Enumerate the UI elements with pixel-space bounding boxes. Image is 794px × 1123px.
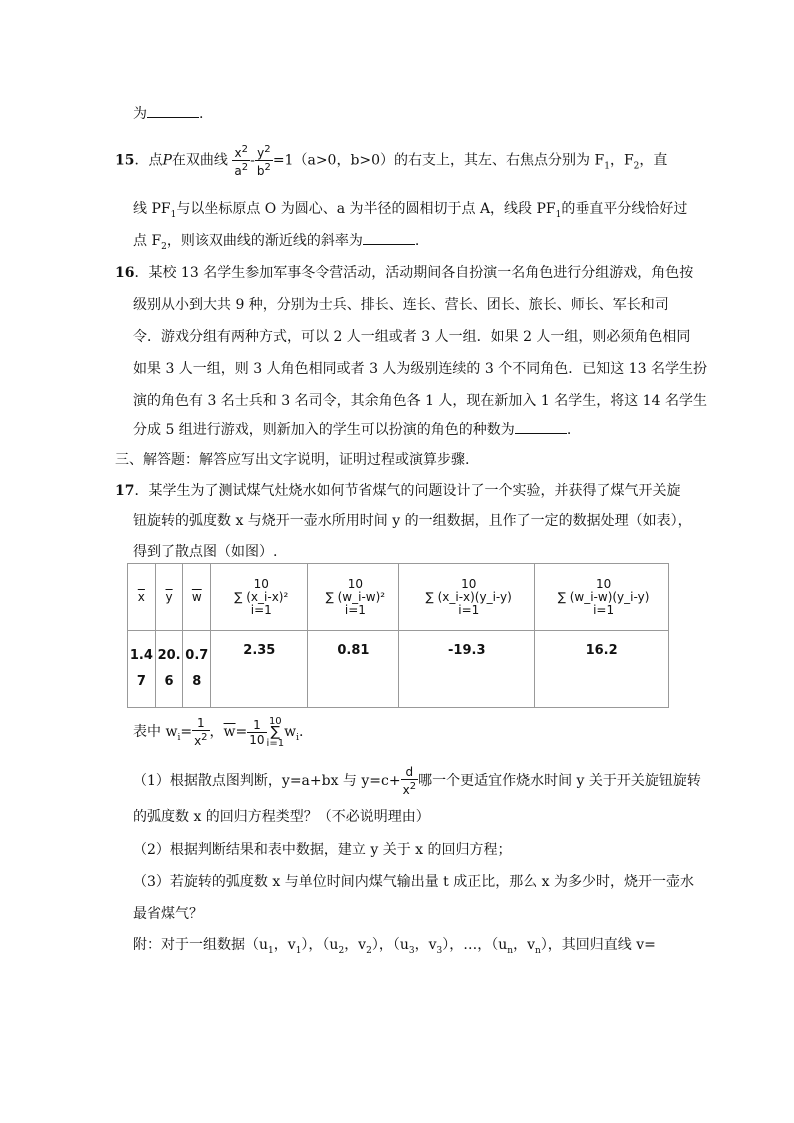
sq: 2	[201, 732, 208, 743]
frac-d-over-x2	[401, 765, 418, 797]
appendix-text: ），…，（u	[442, 937, 508, 953]
q16-number: 16	[115, 265, 135, 281]
table-cell: 0.81	[308, 631, 399, 708]
q15-text: .	[414, 233, 420, 249]
sub: 1	[295, 945, 302, 956]
table-cell: 2.35	[211, 631, 308, 708]
sub: 3	[436, 945, 443, 956]
q15-number: 15	[115, 152, 135, 169]
q15-text: 与以坐标原点 O 为圆心、a 为半径的圆相切于点 A，线段 PF	[176, 201, 556, 217]
sq: 2	[241, 144, 248, 155]
frac-num: x	[234, 146, 242, 160]
q17-number: 17	[115, 483, 135, 499]
q17-part-1	[133, 764, 701, 798]
header-sum-3: 10 ∑ (x_i-x)(y_i-y) i=1	[399, 564, 535, 631]
frac-one-over-ten	[247, 718, 266, 747]
answer-blank	[363, 243, 415, 245]
cell-text: $\overline{w}$	[191, 590, 202, 604]
q17-text: 得到了散点图（如图）.	[133, 544, 278, 560]
q15-text: 点 F	[133, 233, 162, 249]
q15-line-1	[115, 143, 667, 177]
answer-blank	[147, 116, 199, 118]
q17-appendix	[133, 934, 656, 956]
q17-text: 的弧度数 x 的回归方程类型？（不必说明理由）	[133, 809, 430, 825]
appendix-text: ，v	[414, 937, 437, 953]
q17-part-3-line-2	[133, 903, 203, 923]
appendix-text: 附：对于一组数据（u	[133, 937, 269, 953]
q16-line-3	[133, 326, 690, 346]
q17-line-3	[133, 541, 277, 561]
table-header-row	[128, 564, 669, 631]
q14-prefix: 为	[133, 106, 147, 122]
q15-point-p: P	[162, 152, 172, 169]
q16-text: 演的角色有 3 名士兵和 3 名司令，其余角色各 1 人，现在新加入 1 名学生，将这 14 名学生	[133, 393, 707, 409]
section-title: 三、解答题：解答应写出文字说明，证明过程或演算步骤.	[115, 452, 470, 468]
equals-one: =1	[272, 152, 294, 169]
q15-line-3	[133, 230, 419, 252]
sum-bottom: i=1	[250, 602, 272, 617]
header-ybar	[155, 564, 183, 631]
q16-text: ．某校 13 名学生参加军事冬令营活动，活动期间各自扮演一名角色进行分组游戏，角色按	[134, 265, 694, 281]
frac-den: x	[194, 734, 202, 748]
sum-expr: (x_i-x)(y_i-y)	[437, 589, 512, 604]
appendix-text: ），（u	[371, 937, 409, 953]
q17-text: 钮旋转的弧度数 x 与烧开一壶水所用时间 y 的一组数据，且作了一定的数据处理（如表），	[133, 513, 692, 529]
q17-text: （1）根据散点图判断，y=a+bx 与 y=c+	[133, 773, 401, 789]
note-text: w	[284, 724, 297, 740]
sum-bottom: i=1	[458, 602, 480, 617]
sum-top: 10	[253, 576, 269, 591]
sub: 2	[161, 241, 167, 252]
frac-one-over-x2	[192, 716, 209, 748]
data-table	[127, 563, 669, 708]
appendix-text: ），其回归直线 v=	[540, 937, 656, 953]
sub: 2	[338, 945, 345, 956]
sum-top: 10	[268, 715, 282, 727]
q16-text: 级别从小到大共 9 种，分别为士兵、排长、连长、营长、团长、旅长、师长、军长和司	[133, 297, 669, 313]
sub: 2	[633, 161, 640, 172]
q15-text: ，则该双曲线的渐近线的斜率为	[166, 233, 363, 249]
sub: n	[507, 945, 514, 956]
sq: 2	[264, 144, 271, 155]
q17-line-1	[115, 480, 680, 500]
sum-symbol: 10 ∑ i=1	[266, 715, 285, 749]
q15-text: 在双曲线	[171, 152, 228, 169]
q15-text: 线 PF	[133, 201, 171, 217]
frac-num: 1	[247, 718, 266, 733]
note-text: 表中 w	[133, 724, 178, 740]
q17-part-2	[133, 839, 512, 859]
appendix-text: ，v	[513, 937, 536, 953]
frac-num: 1	[192, 716, 209, 731]
table-cell: 20. 6	[155, 631, 183, 708]
sum-bottom: i=1	[266, 737, 285, 749]
q16-text: .	[566, 422, 572, 438]
section-3-heading	[115, 449, 469, 469]
q15-text: ．点	[134, 152, 163, 169]
sub: n	[535, 945, 541, 956]
sum-top: 10	[595, 576, 612, 591]
header-sum-2: 10 ∑ (w_i-w)² i=1	[308, 564, 399, 631]
table-cell: 0.7 8	[183, 631, 211, 708]
sum-bottom: i=1	[344, 602, 366, 617]
q15-text: ，F	[609, 152, 634, 169]
note-eq: =	[235, 724, 248, 740]
sub: 2	[366, 945, 372, 956]
q16-line-6	[133, 419, 571, 439]
appendix-text: ，v	[344, 937, 367, 953]
note-text: .	[298, 724, 304, 740]
q15-text: 的垂直平分线恰好过	[561, 201, 688, 217]
appendix-text: ），（u	[301, 937, 339, 953]
sum-expr: (w_i-w)²	[337, 589, 386, 604]
table-note: 表中 $w_i=$ $\frac{1}{x^2}$ ，$\overline{w}=$ $\frac{1}{10}$ 10 ∑ i=1 $w_i$.	[133, 715, 304, 749]
q17-text: 哪一个更适宜作烧水时间 y 关于开关旋钮旋转	[418, 773, 701, 789]
q16-text: 分成 5 组进行游戏，则新加入的学生可以扮演的角色的种数为	[133, 422, 515, 438]
w-bar: $\overline{w}$	[223, 724, 236, 740]
q16-line-5	[133, 390, 707, 410]
sq: 2	[409, 781, 417, 792]
note-eq: =	[180, 724, 193, 740]
sum-bottom: i=1	[593, 602, 615, 617]
table-value-row	[128, 631, 669, 708]
sub: 1	[604, 161, 610, 172]
cell-text: $\overline{x}$	[137, 590, 145, 604]
q15-line-2	[133, 198, 687, 220]
q17-text: 最省煤气？	[133, 906, 203, 922]
sub: 1	[170, 209, 177, 220]
q17-text: ．某学生为了测试煤气灶烧水如何节省煤气的问题设计了一个实验，并获得了煤气开关旋	[134, 483, 681, 499]
q14-tail	[133, 103, 203, 123]
sub: 3	[408, 945, 415, 956]
q17-line-2	[133, 510, 692, 530]
q17-part-3	[133, 871, 694, 891]
sum-expr: (x_i-x)²	[246, 589, 289, 604]
header-sum-4: 10 ∑ (w_i-w)(y_i-y) i=1	[535, 564, 669, 631]
sq: 2	[241, 162, 249, 173]
sum-expr: (w_i-w)(y_i-y)	[569, 589, 650, 604]
sum-top: 10	[347, 576, 364, 591]
sub: 1	[555, 209, 562, 220]
sub: i	[177, 732, 181, 743]
q16-text: 如果 3 人一组，则 3 人角色相同或者 3 人为级别连续的 3 个不同角色．已知这 13 名学生扮	[133, 361, 707, 377]
header-sum-1: 10 ∑ (x_i-x)² i=1	[211, 564, 308, 631]
q17-part-1-line-2	[133, 806, 430, 826]
cell-text: $\overline{y}$	[165, 590, 173, 604]
q16-line-1	[115, 262, 693, 282]
q17-text: （3）若旋转的弧度数 x 与单位时间内煤气输出量 t 成正比，那么 x 为多少时，烧开一壶水	[133, 874, 695, 890]
appendix-text: ，v	[273, 937, 296, 953]
frac-den: b	[256, 164, 265, 178]
frac-den: a	[234, 164, 242, 178]
q14-suffix: .	[199, 106, 204, 122]
header-wbar	[183, 564, 211, 631]
table-cell: 16.2	[535, 631, 669, 708]
q15-text: ，直	[639, 152, 668, 169]
q16-line-2	[133, 294, 669, 314]
frac-den: x	[402, 783, 410, 797]
frac-num: d	[401, 765, 418, 780]
hyperbola-frac-y	[255, 143, 273, 178]
q16-line-4	[133, 358, 707, 378]
frac-den: 10	[249, 732, 265, 747]
sq: 2	[264, 162, 271, 173]
answer-blank	[515, 432, 567, 434]
hyperbola-frac-x	[232, 143, 250, 178]
frac-num: y	[257, 146, 265, 160]
sub: i	[296, 732, 299, 743]
table-cell: 1.4 7	[128, 631, 156, 708]
minus-sign: -	[250, 152, 255, 169]
q17-text: （2）根据判断结果和表中数据，建立 y 关于 x 的回归方程；	[133, 842, 512, 858]
q15-text: （a>0，b>0）的右支上，其左、右焦点分别为 F	[293, 152, 605, 169]
sum-top: 10	[461, 576, 477, 591]
header-xbar	[128, 564, 156, 631]
table-cell: -19.3	[399, 631, 535, 708]
sub: 1	[268, 945, 274, 956]
q16-text: 令．游戏分组有两种方式，可以 2 人一组或者 3 人一组．如果 2 人一组，则必须角色相同	[133, 329, 691, 345]
